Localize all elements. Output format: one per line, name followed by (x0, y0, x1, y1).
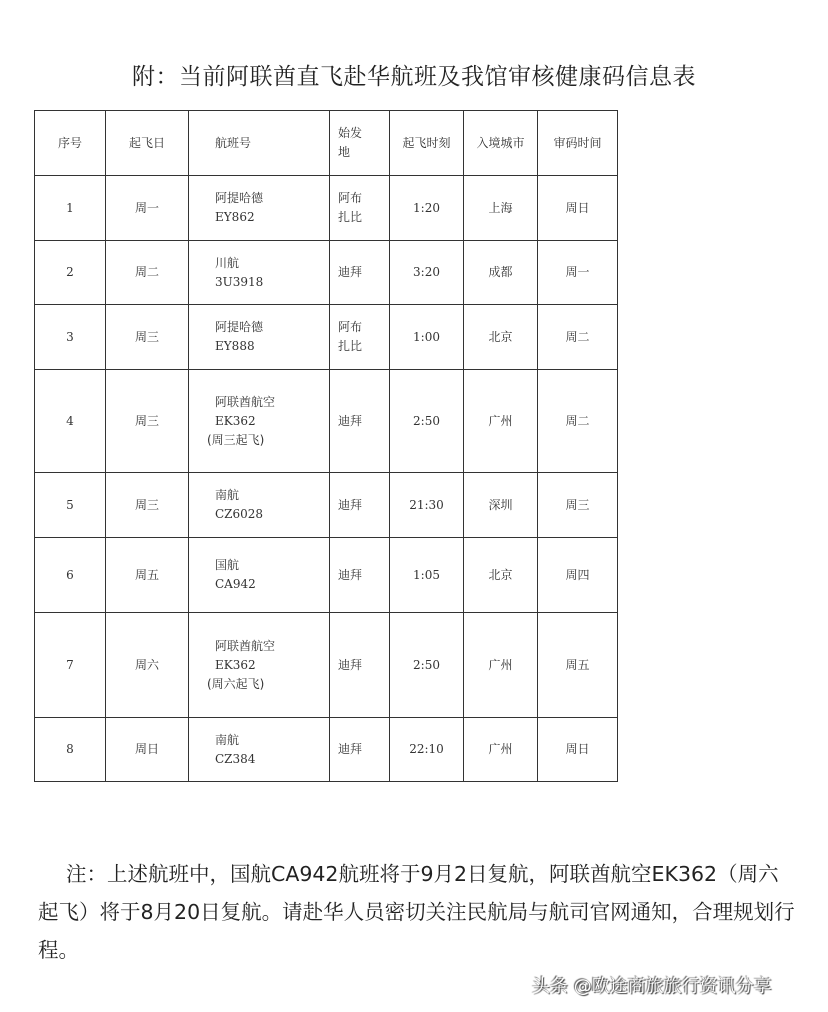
flight-cell (189, 176, 330, 241)
flight-number: EK362 (215, 413, 256, 428)
flight-number: EY888 (215, 339, 255, 353)
review-day: 周五 (538, 613, 618, 718)
header-text: 始发地 (338, 126, 363, 159)
departure-time: 1:20 (390, 176, 464, 241)
page-title: 附：当前阿联酋直飞赴华航班及我馆审核健康码信息表 (132, 64, 696, 90)
departure-day: 周三 (106, 370, 189, 473)
departure-time: 2:50 (390, 613, 464, 718)
header-cell: 序号 (35, 111, 106, 176)
table-row (35, 176, 618, 241)
flight-cell (189, 305, 330, 370)
origin-cell (330, 176, 390, 241)
watermark: 头条 @欧途商旅旅行资讯分享 (532, 976, 772, 997)
departure-day: 周二 (106, 241, 189, 305)
origin-cell (330, 718, 390, 782)
review-day: 周日 (538, 718, 618, 782)
review-day: 周三 (538, 473, 618, 538)
review-day: 周日 (538, 176, 618, 241)
entry-city: 成都 (464, 241, 538, 305)
departure-day: 周日 (106, 718, 189, 782)
entry-city: 广州 (464, 370, 538, 473)
airline-name: 阿提哈德 (215, 191, 264, 205)
row-number: 2 (35, 241, 106, 305)
row-number: 6 (35, 538, 106, 613)
origin-cell (330, 613, 390, 718)
table-row (35, 718, 618, 782)
airline-name: 国航 (215, 558, 240, 572)
table-row (35, 473, 618, 538)
origin-cell (330, 538, 390, 613)
origin-cell (330, 473, 390, 538)
origin: 迪拜 (338, 497, 363, 512)
row-number: 5 (35, 473, 106, 538)
flight-number: EK362 (215, 657, 256, 672)
flight-cell (189, 370, 330, 473)
table-header-row (35, 111, 618, 176)
origin: 阿布扎比 (338, 191, 363, 224)
flight-cell (189, 613, 330, 718)
origin-cell (330, 241, 390, 305)
origin: 迪拜 (338, 742, 363, 756)
entry-city: 广州 (464, 718, 538, 782)
origin: 迪拜 (338, 567, 363, 582)
airline-name: 阿联酋航空 (215, 638, 276, 653)
departure-day: 周三 (106, 473, 189, 538)
origin-cell (330, 305, 390, 370)
flight-number: EY862 (215, 210, 255, 224)
departure-time: 22:10 (390, 718, 464, 782)
footnote: 注：上述航班中，国航CA942航班将于9月2日复航，阿联酋航空EK362（周六起飞）将于8月20日复航。请赴华人员密切关注民航局与航司官网通知，合理规划行程。 (38, 862, 795, 962)
flight-number: 3U3918 (215, 274, 264, 289)
header-cell: 审码时间 (538, 111, 618, 176)
flight-cell (189, 718, 330, 782)
table-row (35, 370, 618, 473)
origin: 阿布扎比 (338, 320, 363, 353)
table-row (35, 538, 618, 613)
header-cell: 起飞日 (106, 111, 189, 176)
departure-time: 3:20 (390, 241, 464, 305)
origin: 迪拜 (338, 413, 363, 428)
row-number: 3 (35, 305, 106, 370)
entry-city: 北京 (464, 538, 538, 613)
flight-number: CZ384 (215, 751, 256, 766)
header-cell: 入境城市 (464, 111, 538, 176)
flight-cell (189, 538, 330, 613)
departure-time: 1:00 (390, 305, 464, 370)
airline-name: 川航 (215, 255, 240, 270)
airline-name: 阿联酋航空 (215, 394, 276, 409)
entry-city: 北京 (464, 305, 538, 370)
review-day: 周一 (538, 241, 618, 305)
table-row (35, 305, 618, 370)
departure-day: 周五 (106, 538, 189, 613)
departure-day: 周三 (106, 305, 189, 370)
row-number: 4 (35, 370, 106, 473)
table-row (35, 613, 618, 718)
flight-number: CZ6028 (215, 507, 264, 521)
header-cell: 航班号 (189, 111, 330, 176)
flight-cell (189, 241, 330, 305)
flight-note: (周六起飞) (207, 676, 265, 691)
origin-cell (330, 370, 390, 473)
row-number: 1 (35, 176, 106, 241)
origin: 迪拜 (338, 265, 363, 279)
table-row (35, 241, 618, 305)
flight-number: CA942 (215, 577, 256, 591)
review-day: 周二 (538, 370, 618, 473)
entry-city: 上海 (464, 176, 538, 241)
review-day: 周二 (538, 305, 618, 370)
entry-city: 广州 (464, 613, 538, 718)
departure-time: 2:50 (390, 370, 464, 473)
row-number: 7 (35, 613, 106, 718)
departure-time: 21:30 (390, 473, 464, 538)
review-day: 周四 (538, 538, 618, 613)
airline-name: 南航 (215, 732, 240, 747)
departure-day: 周六 (106, 613, 189, 718)
departure-time: 1:05 (390, 538, 464, 613)
header-cell (330, 111, 390, 176)
flight-note: (周三起飞) (207, 432, 265, 447)
flight-cell (189, 473, 330, 538)
flight-table (34, 110, 618, 782)
row-number: 8 (35, 718, 106, 782)
airline-name: 阿提哈德 (215, 320, 264, 334)
departure-day: 周一 (106, 176, 189, 241)
header-cell: 起飞时刻 (390, 111, 464, 176)
airline-name: 南航 (215, 488, 240, 502)
origin: 迪拜 (338, 657, 363, 672)
entry-city: 深圳 (464, 473, 538, 538)
